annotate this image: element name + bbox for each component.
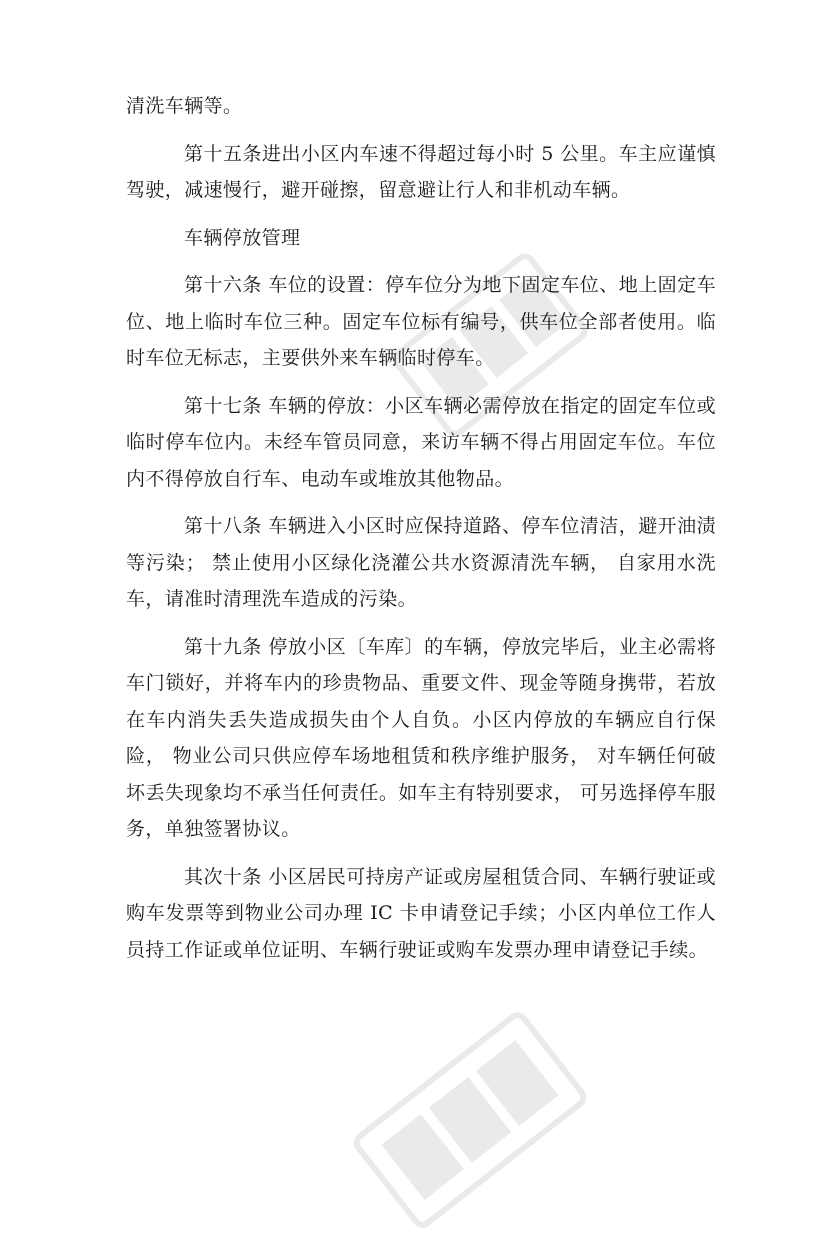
paragraph-article-16: 第十六条 车位的设置：停车位分为地下固定车位、地上固定车位、地上临时车位三种。固定车位标有编号，供车位全部者使用。临时车位无标志，主要供外来车辆临时停车。 (126, 274, 716, 369)
watermark-stamp-icon-bottom (346, 1005, 593, 1235)
paragraph-article-17: 第十七条 车辆的停放：小区车辆必需停放在指定的固定车位或临时停车位内。未经车管员同意，来访车辆不得占用固定车位。车位内不得停放自行车、电动车或堆放其他物品。 (126, 394, 716, 490)
paragraph-continuation: 清洗车辆等。 (126, 95, 243, 117)
section-heading-parking-management: 车辆停放管理 (184, 226, 301, 249)
paragraph-article-15: 第十五条进出小区内车速不得超过每小时 5 公里。车主应谨慎驾驶，减速慢行，避开碰擦，留意避让行人和非机动车辆。 (126, 142, 716, 201)
paragraph-article-18: 第十八条 车辆进入小区时应保持道路、停车位清洁，避开油渍等污染； 禁止使用小区绿化浇灌公共水资源清洗车辆， 自家用水洗车，请准时清理洗车造成的污染。 (126, 515, 716, 610)
paragraph-article-19: 第十九条 停放小区〔车库〕的车辆，停放完毕后，业主必需将车门锁好，并将车内的珍贵物品、重要文件、现金等随身携带，若放在车内消失丢失造成损失由个人自负。小区内停放的车辆应自行保险， 物业公司只供应停车场地租赁和秩序维护服务， 对车辆任何破坏丢失现象均不承当任何责任。如车主有特别要求， 可另选择停车服务，单独签署协议。 (126, 635, 716, 840)
paragraph-article-20: 其次十条 小区居民可持房产证或房屋租赁合同、车辆行驶证或购车发票等到物业公司办理 IC 卡申请登记手续；小区内单位工作人员持工作证或单位证明、车辆行驶证或购车发票办理申请登记手续。 (126, 865, 716, 961)
document-body (126, 88, 716, 968)
